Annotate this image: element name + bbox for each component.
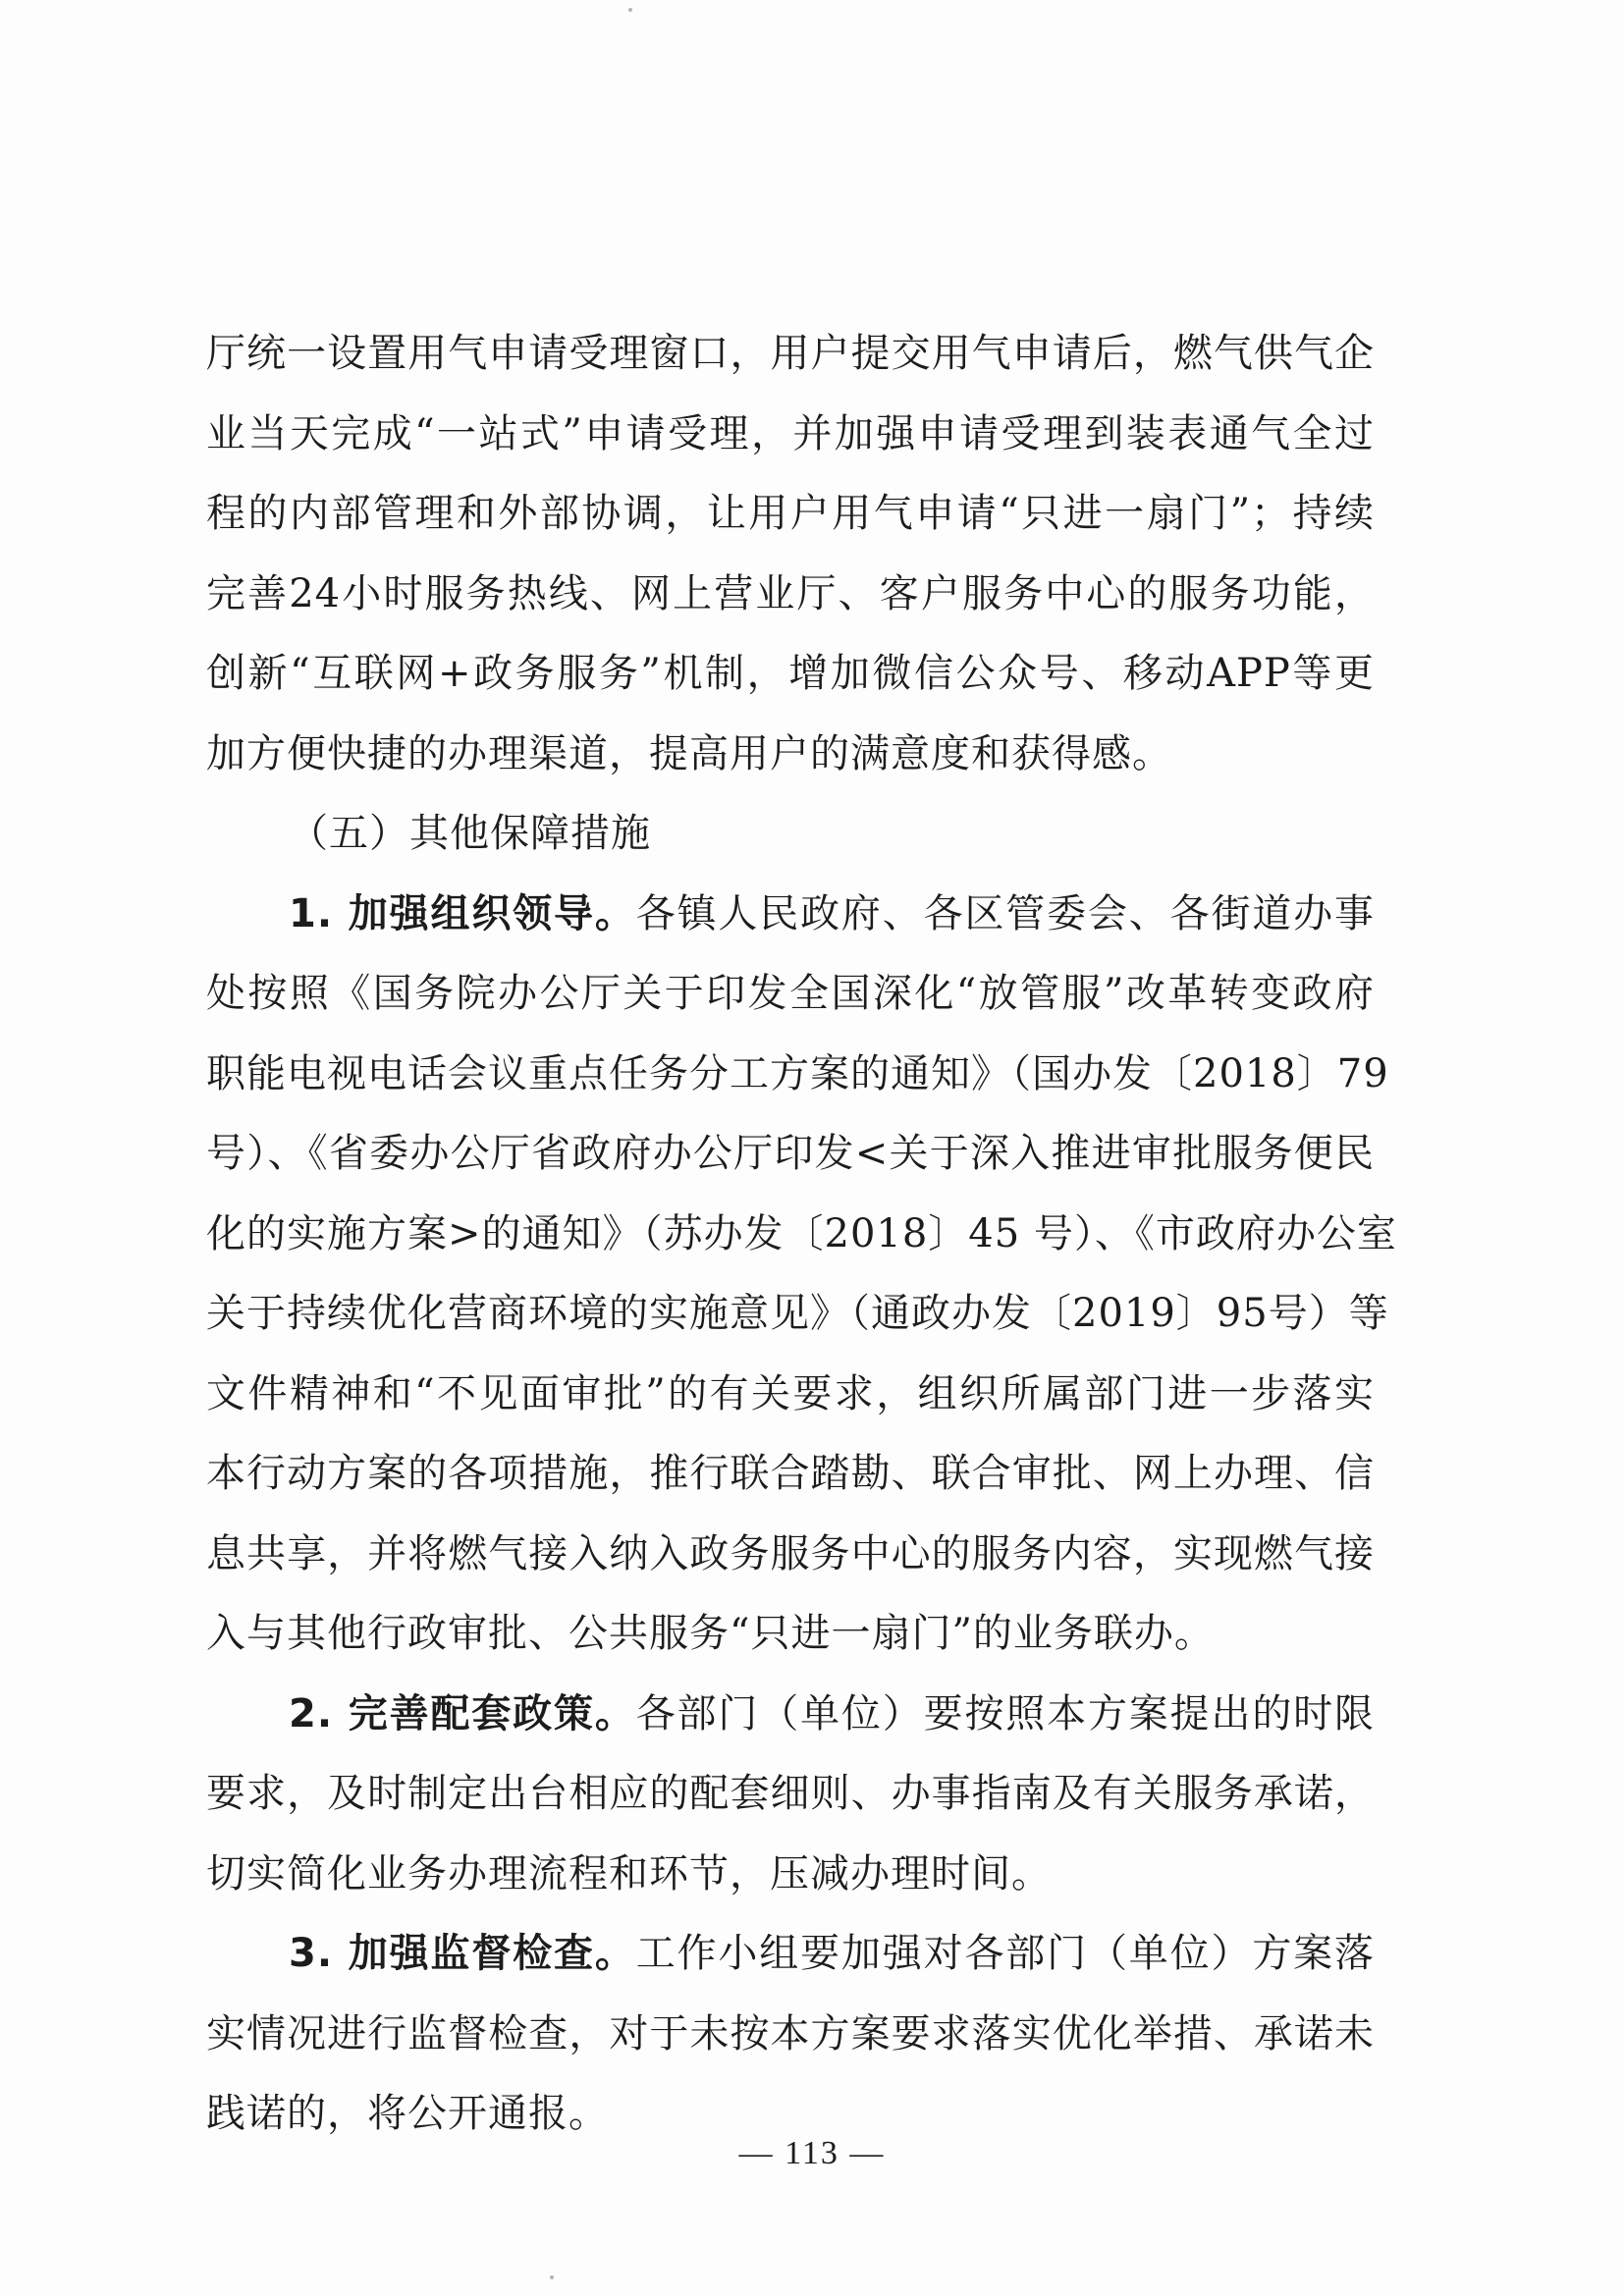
body-line: 业当天完成“一站式”申请受理，并加强申请受理到装表通气全过: [206, 410, 1375, 456]
item1-first-line: [206, 875, 1375, 955]
item1-line: 息共享，并将燃气接入纳入政务服务中心的服务内容，实现燃气接: [206, 1530, 1375, 1576]
item1-line: 处按照《国务院办公厅关于印发全国深化“放管服”改革转变政府: [206, 971, 1375, 1016]
item2-first-line-text: 各部门（单位）要按照本方案提出的时限: [635, 1690, 1376, 1736]
scan-speck: [550, 2275, 554, 2279]
page-number: — 113 —: [738, 2135, 886, 2171]
item1-title: 1. 加强组织领导。: [289, 890, 636, 936]
body-line: 创新“互联网+政务服务”机制，增加微信公众号、移动APP等更: [206, 651, 1375, 696]
item1-line: 本行动方案的各项措施，推行联合踏勘、联合审批、网上办理、信: [206, 1451, 1375, 1496]
body-line: 完善24小时服务热线、网上营业厅、客户服务中心的服务功能，: [206, 570, 1375, 616]
item1-line: 化的实施方案>的通知》（苏办发〔2018〕45 号）、《市政府办公室: [206, 1210, 1397, 1256]
item1-line: 职能电视电话会议重点任务分工方案的通知》（国办发〔2018〕79: [206, 1050, 1389, 1096]
item3-title: 3. 加强监督检查。: [289, 1931, 636, 1976]
item2-title: 2. 完善配套政策。: [289, 1690, 636, 1736]
section-heading: （五）其他保障措施: [289, 811, 651, 856]
item3-first-line: [206, 1914, 1375, 1995]
item1-line: 号）、《省委办公厅省政府办公厅印发<关于深入推进审批服务便民: [206, 1131, 1375, 1176]
item3-first-line-text: 工作小组要加强对各部门（单位）方案落: [635, 1931, 1376, 1976]
item1-first-line-text: 各镇人民政府、各区管委会、各街道办事: [635, 890, 1376, 936]
item3-line: 实情况进行监督检查，对于未按本方案要求落实优化举措、承诺未: [206, 2010, 1375, 2056]
body-line: 加方便快捷的办理渠道，提高用户的满意度和获得感。: [206, 730, 1172, 776]
item1-line: 文件精神和“不见面审批”的有关要求，组织所属部门进一步落实: [206, 1370, 1375, 1416]
item2-line: 切实简化业务办理流程和环节，压减办理时间。: [206, 1850, 1052, 1896]
body-line: 厅统一设置用气申请受理窗口，用户提交用气申请后，燃气供气企: [206, 331, 1375, 376]
body-line: 程的内部管理和外部协调，让用户用气申请“只进一扇门”；持续: [206, 491, 1375, 536]
document-body: [206, 314, 1397, 2155]
item1-line: 入与其他行政审批、公共服务“只进一扇门”的业务联办。: [206, 1611, 1215, 1656]
item2-first-line: [206, 1675, 1375, 1755]
item3-line: 践诺的，将公开通报。: [206, 2091, 609, 2136]
item1-line: 关于持续优化营商环境的实施意见》（通政办发〔2019〕95号）等: [206, 1291, 1389, 1336]
scan-speck: [628, 8, 632, 12]
item2-line: 要求，及时制定出台相应的配套细则、办事指南及有关服务承诺，: [206, 1771, 1375, 1816]
